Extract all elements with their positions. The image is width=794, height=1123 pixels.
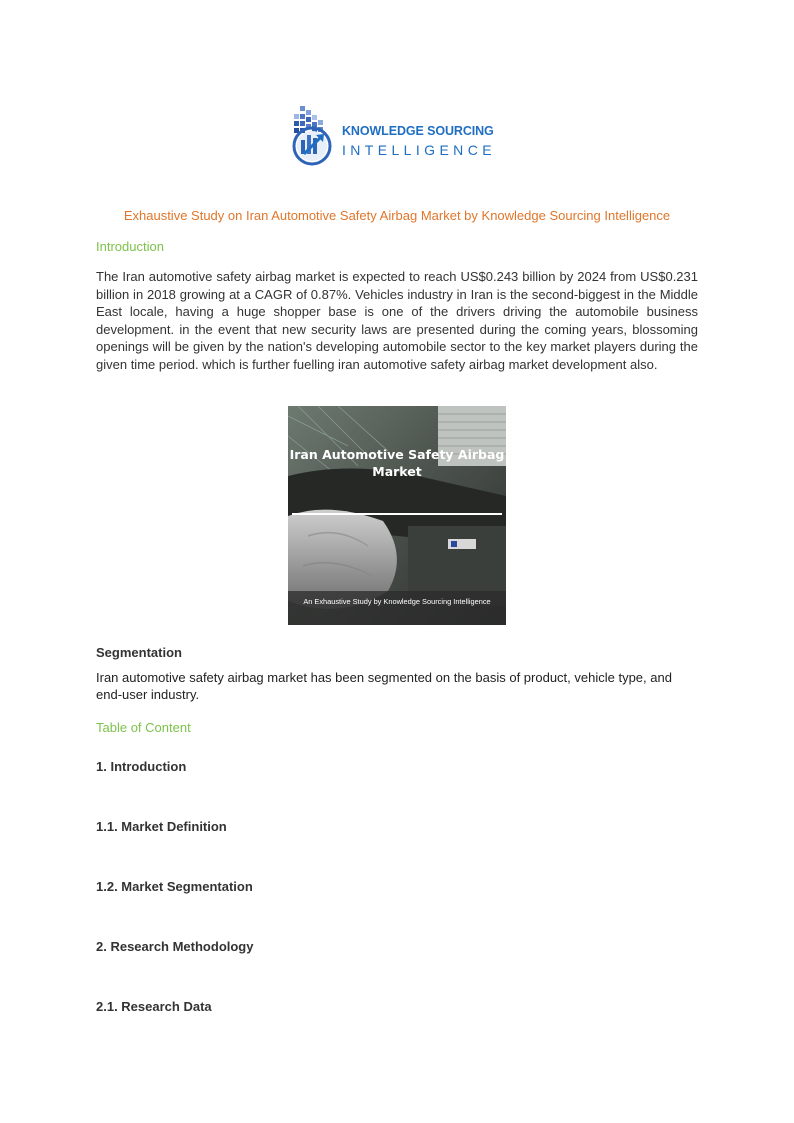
airbag-photo [288,406,506,625]
cover-title: Iran Automotive Safety Airbag Market [289,447,505,479]
segmentation-paragraph: Iran automotive safety airbag market has been segmented on the basis of product, vehicle type, and end-user industry. [96,670,672,702]
cover-subtitle: An Exhaustive Study by Knowledge Sourcing Intelligence [303,597,491,606]
toc-item: 1.2. Market Segmentation [96,879,253,894]
cover-divider [292,513,502,515]
toc-item: 1. Introduction [96,759,187,774]
segmentation-heading: Segmentation [96,645,182,660]
table-of-content-label: Table of Content [96,720,191,735]
introduction-paragraph: The Iran automotive safety airbag market is expected to reach US$0.243 billion by 2024 from US$0.231 billion in 2018 growing at a CAGR of 0.87%. Vehicles industry in Iran is the second-biggest in the Middle East locale, having a huge shopper base is one of the drivers driving the automobile business development. in the event that new security laws are presented during the coming years, blossoming openings will be given by the nation's developing automobile sector to the key market players during the given time period. which is further fuelling iran automotive safety airbag market development also. [96,269,698,372]
toc-item: 2. Research Methodology [96,939,254,954]
introduction-label: Introduction [96,239,164,254]
logo-text-line2: INTELLIGENCE [342,142,496,158]
logo-mark-icon [290,104,334,166]
company-logo [290,104,505,166]
toc-item: 2.1. Research Data [96,999,212,1014]
document-title: Exhaustive Study on Iran Automotive Safety Airbag Market by Knowledge Sourcing Intelligence [123,208,671,223]
report-cover-image [288,406,506,625]
toc-item: 1.1. Market Definition [96,819,227,834]
logo-text-line1: KNOWLEDGE SOURCING [342,124,494,138]
